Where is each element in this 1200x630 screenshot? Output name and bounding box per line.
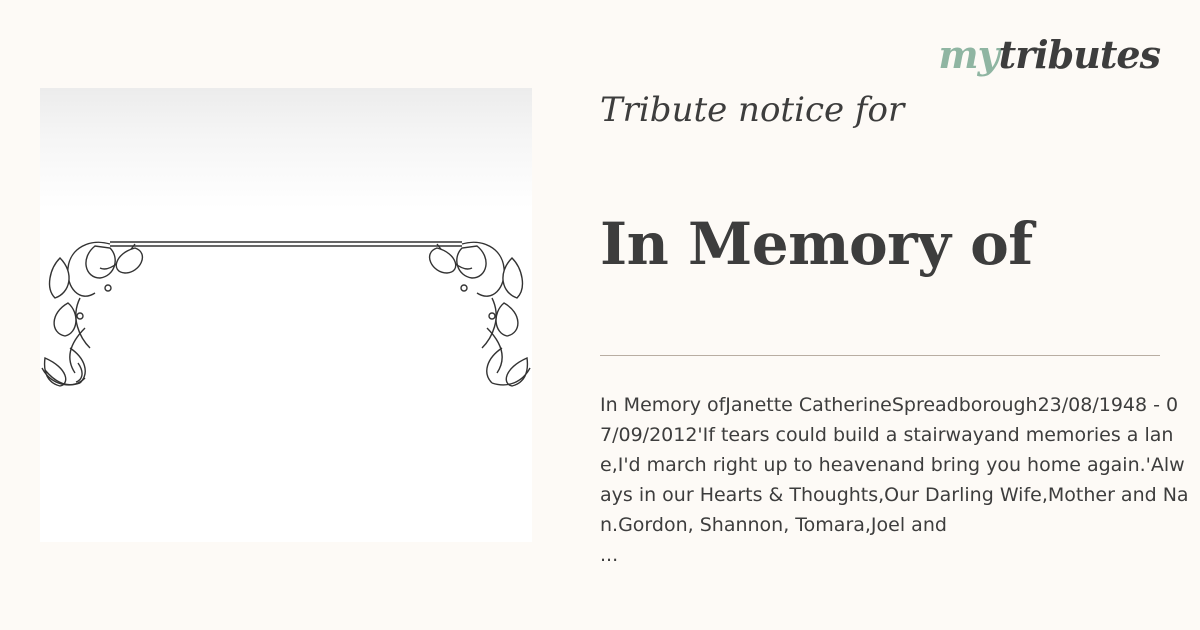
tribute-subtitle: Tribute notice for <box>600 90 905 130</box>
tribute-image <box>40 88 532 542</box>
floral-border-icon <box>40 88 532 542</box>
divider <box>600 355 1160 356</box>
mytributes-logo[interactable] <box>938 32 1160 77</box>
tribute-excerpt: In Memory ofJanette CatherineSpreadborough23/08/1948 - 07/09/2012'If tears could build a stairwayand memories a lane,I'd march right up to heavenand bring you home again.'Always in our Hearts & Thoughts,Our Darling Wife,Mother and Nan.Gordon, Shannon, Tomara,Joel and <box>600 394 1189 536</box>
logo-my-text: my <box>938 32 999 77</box>
tribute-name: In Memory of <box>600 210 1033 278</box>
excerpt-ellipsis: ... <box>600 544 619 566</box>
logo-tributes-text: tributes <box>998 32 1160 77</box>
